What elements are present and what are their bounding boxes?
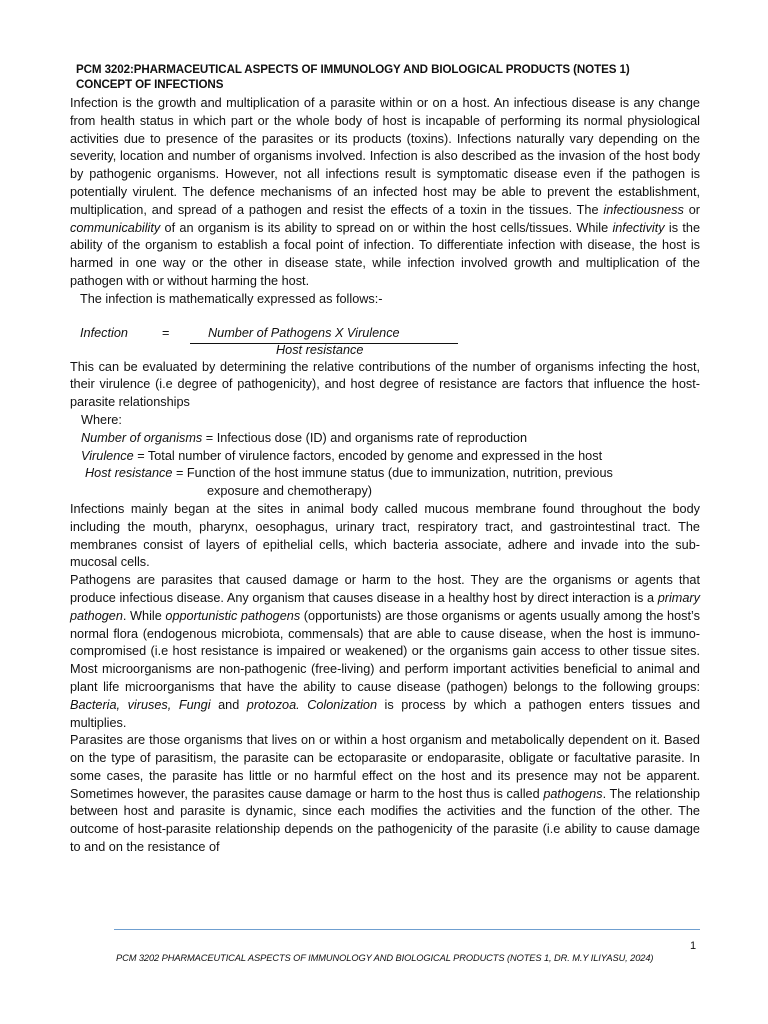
document-title: PCM 3202:PHARMACEUTICAL ASPECTS OF IMMUNOLOGY AND BIOLOGICAL PRODUCTS (NOTES 1) [76,63,630,76]
formula-numerator: Number of Pathogens X Virulence [208,325,400,340]
formula-equals: = [162,325,170,340]
definition-virulence [81,448,700,466]
definition-term: Number of organisms [81,430,203,445]
text-run: Pathogens are parasites that caused damage or harm to the host. They are the organisms or agents that produce infectious disease. Any organism that causes disease in a healthy host by direct interaction is a [70,573,700,605]
section-title: CONCEPT OF INFECTIONS [76,78,224,91]
emphasis-protozoa-colonization: protozoa. Colonization [246,697,378,712]
text-run: Infection is the growth and multiplication of a parasite within or on a host. An infectious disease is any change from health status in which part or the whole body of host is incapable of performing its normal physiological activities due to presence of the parasites or its products (toxins). Infections naturally vary depending on the severity, location and number of organisms involved. Infection is also described as the invasion of the host body by pathogenic organisms. However, not all infections result is symptomatic disease even if the pathogen is potentially virulent. The defence mechanisms of an infected host may be able to prevent the establishment, multiplication, and spread of a pathogen and resist the effects of a toxin in the tissues. The [70,96,700,217]
definition-text: = Total number of virulence factors, encoded by genome and expressed in the host [133,448,603,463]
text-run: Parasites are those organisms that lives on or within a host organism and metabolically dependent on it. Based on the type of parasitism, the parasite can be ectoparasite or endoparasite, obligate or facultative parasite. In some cases, the parasite has little or no harmful effect on the host and its presence may not be apparent. Sometimes however, the parasites cause damage or harm to the host thus is called [70,733,700,801]
definition-host-resistance-continued: exposure and chemotherapy) [207,484,373,499]
paragraph-pathogens [70,572,700,732]
where-label: Where: [81,412,122,427]
formula-denominator: Host resistance [276,342,364,357]
emphasis-primary-pathogen: primary pathogen [70,590,700,623]
emphasis-infectivity: infectivity [612,220,665,235]
definition-term: Host resistance [85,466,173,481]
emphasis-pathogens: pathogens [543,786,603,801]
text-run: or [683,202,700,217]
emphasis-pathogen-groups: Bacteria, viruses, Fungi [70,697,211,712]
page-number: 1 [690,940,697,952]
definition-text: = Function of the host immune status (due to immunization, nutrition, previous [172,466,613,481]
definition-host-resistance [85,465,700,483]
document-body [70,95,700,857]
text-run: is the ability of the organism to establish a focal point of infection. To differentiate infection with disease, the host is harmed in one way or the other in disease state, while infection involved growth and multiplication of the pathogen with or without harming the host. [70,220,700,288]
paragraph-formula-intro: The infection is mathematically expressed as follows:- [80,291,383,306]
definition-term: Virulence [81,448,134,463]
text-run: of an organism is its ability to spread on or within the host cells/tissues. While [160,220,613,235]
emphasis-communicability: communicability [70,220,161,235]
definition-text: = Infectious dose (ID) and organisms rate of reproduction [202,430,528,445]
formula-lhs: Infection [80,325,128,340]
document-heading [76,62,716,92]
text-run: is process by which a pathogen enters tissues and multiplies. [70,697,701,730]
footer-divider [114,929,700,930]
text-run: (opportunists) are those organisms or agents usually among the host’s normal flora (endogenous microbiota, commensals) that are able to cause disease, when the host is immuno-compromised (i.e host resistance is impaired or weakened) or the organisms gain access to other tissue sites. Most microorganisms are non-pathogenic (free-living) and perform important activities beneficial to animal and plant life microorganisms that have the ability to cause disease (pathogen) belongs to the following groups: [70,608,700,694]
paragraph-evaluation: This can be evaluated by determining the relative contributions of the number of organisms infecting the host, their virulence (i.e degree of pathogenicity), and host degree of resistance are factors that influence the host-parasite relationships [70,359,700,410]
paragraph-mucous-membrane: Infections mainly began at the sites in animal body called mucous membrane found throughout the body including the mouth, pharynx, oesophagus, urinary tract, respiratory tract, and gastrointestinal tract. The membranes consist of layers of epithelial cells, which bacteria associate, adhere and invade into the sub- mucosal cells. [70,501,700,570]
emphasis-infectiousness: infectiousness [603,202,684,217]
page-footer: PCM 3202 PHARMACEUTICAL ASPECTS OF IMMUNOLOGY AND BIOLOGICAL PRODUCTS (NOTES 1, DR. M.Y ILIYASU, 2024) [116,953,654,963]
definition-number-of-organisms [81,430,700,448]
text-run: . While [122,608,166,623]
paragraph-infection-definition [70,95,700,291]
emphasis-opportunistic-pathogens: opportunistic pathogens [165,608,301,623]
infection-formula [70,325,700,359]
text-run: and [210,697,247,712]
text-run: . The relationship between host and parasite is dynamic, since each modifies the activities and the function of the other. The outcome of host-parasite relationship depends on the pathogenicity of the parasite (i.e ability to cause damage to and on the resistance of [70,786,700,855]
paragraph-parasites [70,732,700,857]
